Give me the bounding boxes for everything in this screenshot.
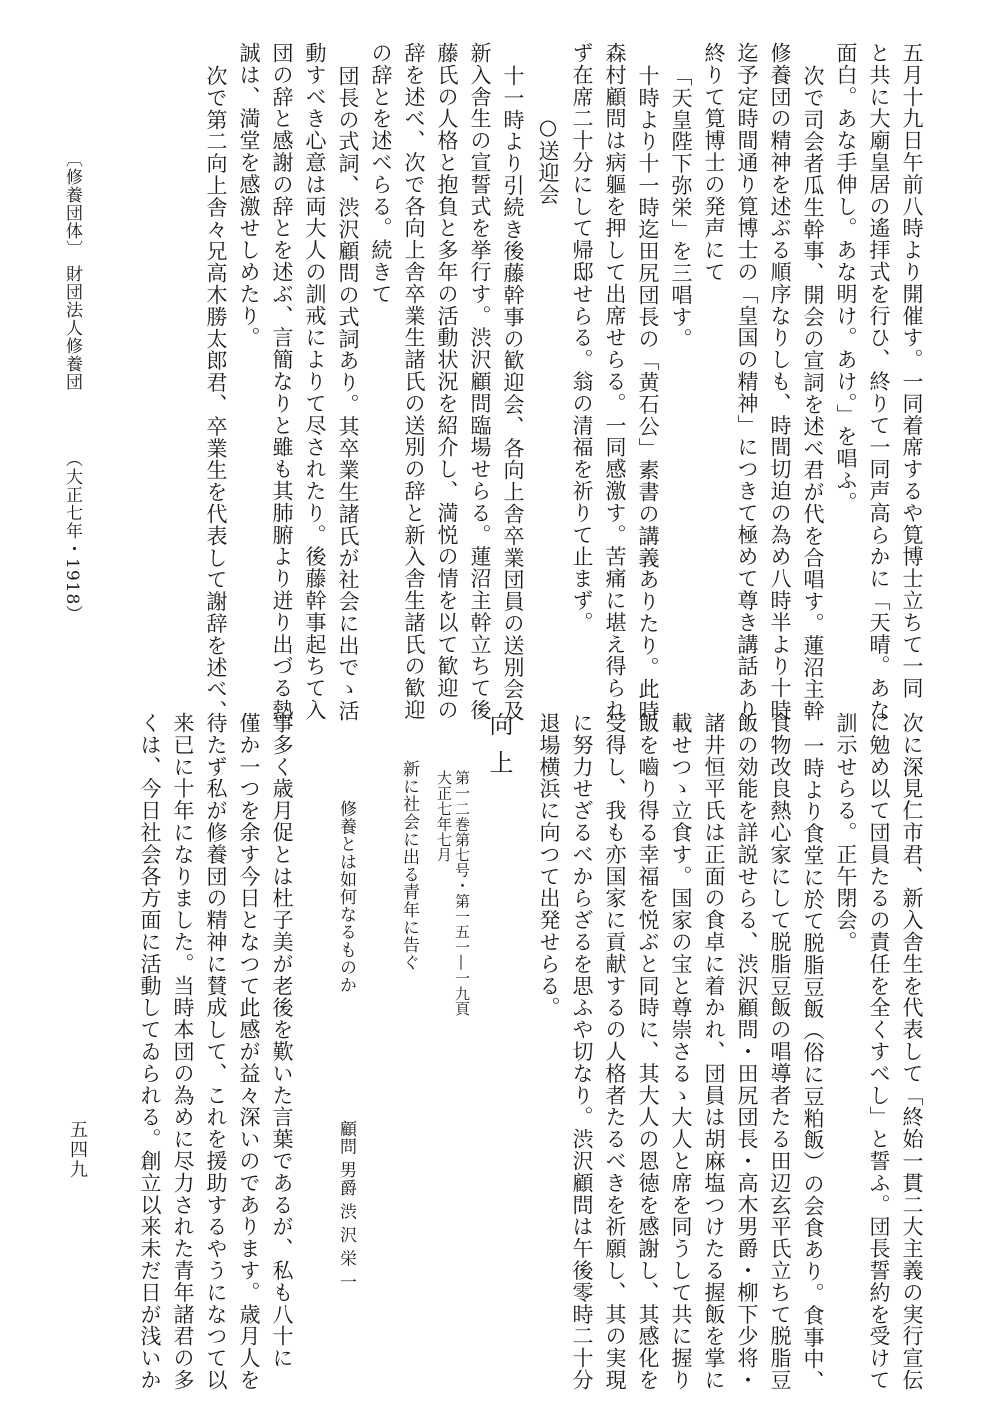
upper-line-20: 団の辞と感謝の辞とを述ぶ、言簡なりと雖も其肺腑より迸り出づる熱 (270, 42, 294, 721)
upper-line-19: 動すべき心意は両大人の訓戒によりて尽されたり。後藤幹事起ちて入 (303, 42, 327, 721)
article-body-line-3: 待たず私が修養団の精神に賛成して、これを援助するやうになつて以 (204, 712, 228, 1391)
article-body-line-4: 来已に十年になりました。当時本団の為めに尽力された青年諸君の多 (171, 712, 195, 1391)
upper-line-3: 面白。あな手伸し。あな明け。あけ。」を唱ふ。 (834, 42, 858, 514)
volume-issue: 第一二巻第七号・第一五一―一九頁 (453, 770, 471, 1017)
lower-line-7: 諸井恒平氏は正面の食卓に着かれ、団員は胡麻塩つけたる握飯を掌に (702, 712, 726, 1391)
upper-line-10: 森村顧問は病軀を押して出席せらる。一同感激す。苦痛に堪え得られ (603, 42, 627, 721)
article-body-line-1: 事多く歳月促とは杜子美が老後を歎いた言葉であるが、私も八十に (270, 712, 294, 1369)
upper-subheading-sogeikai: ○送迎会 (536, 115, 560, 206)
upper-line-13: 十一時より引続き後藤幹事の歓迎会、各向上舎卒業団員の送別会及 (501, 65, 525, 722)
running-header-organization: 財団法人修養団 (62, 265, 82, 391)
upper-line-14: 新入舎生の宣誓式を挙行す。渋沢顧問臨場せらる。蓮沼主幹立ちて後 (468, 42, 492, 721)
lower-line-11: に努力せざるべからざるを思ふや切なり。渋沢顧問は午後零時二十分 (570, 712, 594, 1391)
article-author: 顧問 男爵 渋 沢 栄 一 (336, 1120, 356, 1291)
article-subtitle: 修養とは如何なるものか (336, 800, 356, 994)
article-body-line-2: 僅か一つを余す今日となつて此感が益々深いのであります。歳月人を (237, 712, 261, 1391)
page-number: 五四九 (67, 1120, 88, 1180)
publication-date: 大正七年七月 (435, 770, 453, 863)
lower-line-10: 受得し、我も亦国家に貢献するの人格者たるべきを祈願し、其の実現 (603, 712, 627, 1391)
lower-line-1: 次に深見仁市君、新入舎生を代表して「終始一貫二大主義の実行宣伝 (900, 712, 924, 1391)
upper-line-11: ず在席二十分にして帰邸せらる。翁の清福を祈りて止まず。 (570, 42, 594, 634)
upper-line-9: 十時より十一時迄田尻団長の「黄石公」素書の講義ありたり。此時 (636, 65, 660, 722)
lower-line-6: 飯の効能を詳説せらる、渋沢顧問・田尻団長・高木男爵・柳下少将・ (735, 712, 759, 1391)
article-title: 新に社会に出る青年に告ぐ (399, 760, 419, 972)
upper-line-16: 辞を述べ、次で各向上舎卒業生諸氏の送別の辞と新入舎生諸氏の歓迎 (402, 42, 426, 721)
lower-line-9: 飯を嚙り得る幸福を悦ぶと同時に、其大人の恩徳を感謝し、其感化を (636, 712, 660, 1391)
upper-line-6: 迄予定時間通り筧博士の「皇国の精神」につきて極めて尊き講話あり (735, 42, 759, 721)
upper-line-22: 次で第二向上舎々兄高木勝太郎君、卒業生を代表して謝辞を述べ、 (204, 65, 228, 722)
upper-line-7: 終りて筧博士の発声にて (702, 42, 726, 283)
upper-line-5: 修養団の精神を述ぶる順序なりしも、時間切迫の為め八時半より十時 (768, 42, 792, 721)
article-body-line-5: くは、今日社会各方面に活動してゐられる。創立以来未だ日が浅いか (138, 712, 162, 1391)
lower-line-3: 訓示せらる。正午閉会。 (834, 712, 858, 953)
upper-line-18: 団長の式詞、渋沢顧問の式詞あり。其卒業生諸氏が社会に出でゝ活 (336, 65, 360, 722)
upper-line-1: 五月十九日午前八時より開催す。一同着席するや筧博士立ちて一同 (900, 42, 924, 699)
upper-line-15: 藤氏の人格と抱負と多年の活動状況を紹介し、満悦の情を以て歓迎の (435, 42, 459, 721)
running-header-section: 〔修養団体〕 (62, 150, 82, 258)
lower-line-2: に勉め以て団員たるの責任を全くすべし」と誓ふ。団長誓約を受けて (867, 712, 891, 1391)
lower-line-12: 退場横浜に向つて出発せらる。 (537, 712, 561, 1019)
upper-line-2: と共に大廟皇居の遙拝式を行ひ、終りて一同声高らかに「天晴。あな (867, 42, 891, 721)
lower-line-4: 一時より食堂に於て脱脂豆飯（俗に豆粕飯）の会食あり。食事中、 (801, 735, 825, 1392)
running-header-era: （大正七年・1918） (62, 450, 82, 624)
upper-line-8: 「天皇陛下弥栄」を三唱す。 (669, 65, 693, 350)
upper-line-4: 次で司会者瓜生幹事、開会の宣詞を述べ君が代を合唱す。蓮沼主幹 (801, 65, 825, 722)
lower-line-8: 載せつゝ立食す。国家の宝と尊崇さるゝ大人と席を同うして共に握り (669, 712, 693, 1391)
upper-line-17: の辞とを述べらる。続きて (369, 42, 393, 305)
magazine-title: 向上 (485, 712, 513, 788)
lower-line-5: 食物改良熱心家にして脱脂豆飯の唱導者たる田辺玄平氏立ちて脱脂豆 (768, 712, 792, 1391)
upper-line-21: 誠は、満堂を感激せしめたり。 (237, 42, 261, 349)
